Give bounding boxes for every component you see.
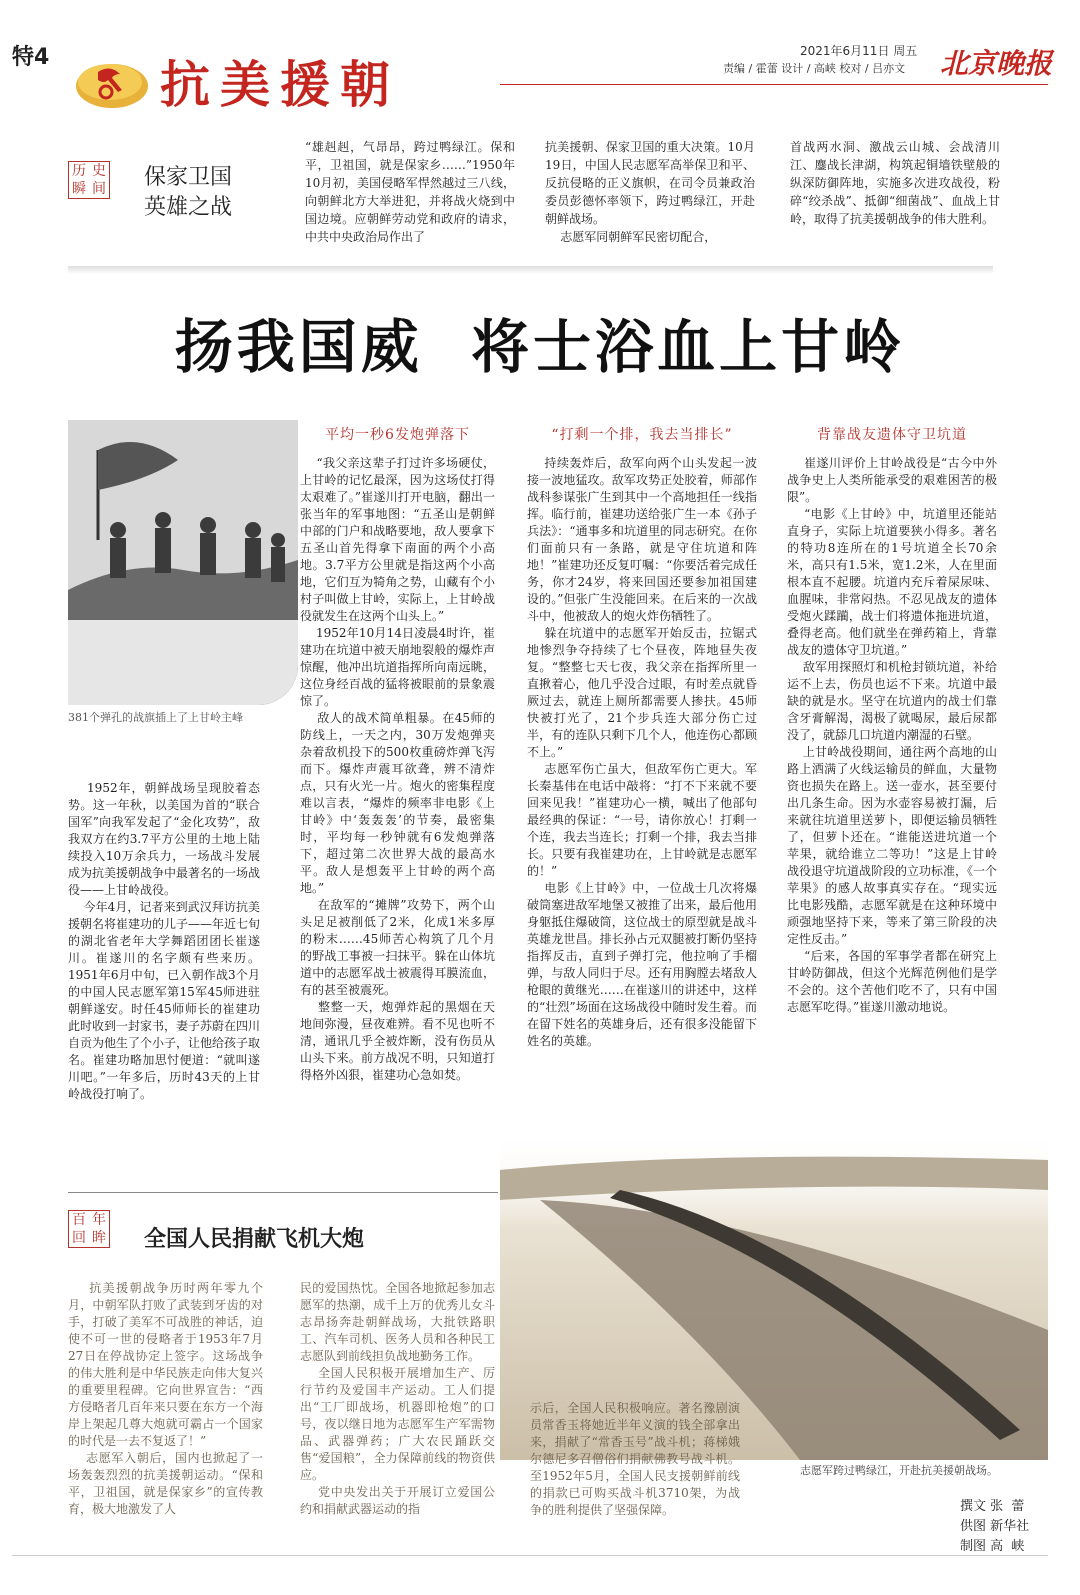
header-rule: [500, 84, 1048, 85]
history-moment-tag: 历 史 瞬 间: [68, 161, 110, 199]
emblem-icon: [70, 52, 150, 112]
section1-text: “我父亲这辈子打过许多场硬仗，上甘岭的记忆最深，因为这场仗打得太艰难了。”崔遂川打开电脑，翻出一张当年的军事地图：“五圣山是朝鲜中部的门户和战略要地，敌人要拿下五圣山首先得拿下南面的两个小高地。3.7平方公里就是指这两个小高地，它们互为犄角之势，山藏有个小村子叫做上甘岭，实际上，上甘岭战役就发生在这两个山头上。” 1952年10月14日凌晨4时许，崔建功在坑道中被天崩地裂般的爆炸声惊醒，他冲出坑道指挥所向南远眺，这位身经百战的猛将被眼前的景象震惊了。 敌人的战术简单粗暴。在45师的防线上，一天之内，30万发炮弹夹杂着敌机投下的500枚重磅炸弹飞泻而下。爆炸声震耳欲聋，辨不清炸点，只有火光一片。炮火的密集程度难以言表，“爆炸的频率非电影《上甘岭》中‘轰轰轰’的节奏，最密集时，平均每一秒钟就有6发炮弹落下，超过第二次世界大战的最高水平。敌人是想轰平上甘岭的两个高地。” 在敌军的“摊牌”攻势下，两个山头足足被削低了2米，化成1米多厚的粉末……45师苦心构筑了几个月的野战工事被一扫抹平。躲在山体坑道中的志愿军战士被震得耳膜流血，有的甚至被震死。 整整一天，炮弹炸起的黑烟在天地间弥漫，昼夜难辨。看不见也听不清，通讯几乎全被炸断，没有伤员从山头下来。前方战况不明，只知道打得格外凶狠，崔建功心急如焚。: [300, 456, 496, 1082]
section1-subtitle: 平均一秒6发炮弹落下: [325, 427, 470, 443]
century-review-tag: 百 年 回 眸: [68, 1210, 110, 1248]
bottom-column-3: 示后，全国人民积极响应。著名豫剧演员常香玉将她近半年义演的钱全部拿出来，捐献了“常香玉号”战斗机；蒋梯娥尔德尼多召僧俗们捐献佛教号战斗机。至1952年5月，全国人民支援朝鲜前线的捐款已可购买战斗机3710架，为战争的胜利提供了坚强保障。: [530, 1401, 740, 1517]
battle-flag-photo: [68, 420, 298, 705]
intro-column-1: “雄赳赳，气昂昂，跨过鸭绿江。保和平，卫祖国，就是保家乡……”1950年10月初，美国侵略军悍然越过三八线，向朝鲜北方大举进犯，并将战火烧到中国边境。应朝鲜劳动党和政府的请求，中共中央政治局作出了: [305, 140, 515, 244]
bottom-divider: [68, 1192, 498, 1193]
section2-subtitle: “打剩一个排，我去当排长”: [551, 427, 733, 443]
intro-title-line1: 保家卫国: [144, 165, 233, 190]
section-title: 抗美援朝: [160, 56, 400, 114]
main-headline: 扬我国威 将士浴血上甘岭: [174, 313, 906, 381]
byline-graphics: 制图 高 峡: [960, 1539, 1025, 1554]
column-left-text: 1952年，朝鲜战场呈现胶着态势。这一年秋，以美国为首的“联合国军”向我军发起了“金化攻势”，敌我双方在约3.7平方公里的土地上陆续投入10万余兵力，一场战斗发展成为抗美援朝战争中最著名的一场战役——上甘岭战役。 今年4月，记者来到武汉拜访抗美援朝名将崔建功的儿子——年近七旬的湖北省老年大学舞蹈团团长崔遂川。崔遂川的名字颇有些来历。1951年6月中旬，已入朝作战3个月的中国人民志愿军第15军45师进驻朝鲜遂安。时任45师师长的崔建功此时收到一封家书，妻子苏蔚在四川自贡为他生了个小子，让他给孩子取名。崔建功略加思忖便道：“就叫遂川吧。”一年多后，历时43天的上甘岭战役打响了。: [68, 781, 261, 1101]
issue-date: 2021年6月11日 周五: [800, 44, 918, 58]
intro-column-3: 首战两水洞、激战云山城、会战清川江、鏖战长津湖，构筑起铜墙铁壁般的纵深防御阵地，实施多次进攻战役，粉碎“绞杀战”、抵御“细菌战”、血战上甘岭，取得了抗美援朝战争的伟大胜利。: [790, 140, 1000, 226]
intro-divider: [68, 266, 993, 274]
photo1-caption: 381个弹孔的战旗插上了上甘岭主峰: [68, 711, 243, 724]
page-number: 特4: [12, 45, 50, 70]
intro-title-line2: 英雄之战: [144, 195, 233, 220]
bottom-title: 全国人民捐献飞机大炮: [144, 1227, 365, 1252]
section2-text: 持续轰炸后，敌军向两个山头发起一波接一波地猛攻。敌军攻势正处胶着，师部作战科参谋张广生到其中一个高地担任一线指挥。临行前，崔建功送给张广生一本《孙子兵法》：“通事多和坑道里的同志研究。在你们面前只有一条路，就是守住坑道和阵地！”崔建功还反复叮嘱：“你要活着完成任务，你才24岁，将来回国还要参加祖国建设的。”但张广生没能回来。在后来的一次战斗中，他被敌人的炮火炸伤牺牲了。 躲在坑道中的志愿军开始反击，拉锯式地惨烈争夺持续了七个昼夜，阵地昼失夜复。“整整七天七夜，我父亲在指挥所里一直揪着心，他几乎没合过眼，有时差点就昏厥过去，就连上厕所都需要人掺扶。45师快被打光了，21个步兵连大部分伤亡过半，有的连队只剩下几个人，他连伤心都顾不上。” 志愿军伤亡虽大，但敌军伤亡更大。军长秦基伟在电话中敲将：“打不下来就不要回来见我！”崔建功心一横，喊出了他部句最经典的保证：“一号，请你放心！打剩一个连，我去当连长；打剩一个排，我去当排长。只要有我崔建功在，上甘岭就是志愿军的！” 电影《上甘岭》中，一位战士几次将爆破筒塞进敌军地堡又被推了出来，最后他用身躯抵住爆破筒，这位战士的原型就是战斗英雄龙世昌。排长孙占元双腿被打断仍坚持指挥反击，直到子弹打完，他拉响了手榴弹，与敌人同归于尽。还有用胸膛去堵敌人枪眼的黄继光……在崔遂川的讲述中，这样的“壮烈”场面在这场战役中随时发生着。而在留下姓名的英雄身后，还有很多没能留下姓名的英雄。: [527, 456, 757, 1048]
section3-subtitle: 背靠战友遗体守卫坑道: [817, 427, 967, 443]
editor-credits: 责编 / 霍蕾 设计 / 高峡 校对 / 吕亦文: [723, 62, 906, 75]
byline-photo: 供图 新华社: [960, 1519, 1030, 1534]
photo2-caption: 志愿军跨过鸭绿江，开赴抗美援朝战场。: [800, 1464, 998, 1477]
byline-writer: 撰文 张 蕾: [960, 1499, 1025, 1514]
bottom-column-1: 抗美援朝战争历时两年零九个月，中朝军队打败了武装到牙齿的对手，打破了美军不可战胜的神话，迫使不可一世的侵略者于1953年7月27日在停战协定上签字。这场战争的伟大胜利是中华民族走向伟大复兴的重要里程碑。它向世界宣告：“西方侵略者几百年来只要在东方一个海岸上架起几尊大炮就可霸占一个国家的时代是一去不复返了！” 志愿军入朝后，国内也掀起了一场轰轰烈烈的抗美援朝运动。“保和平，卫祖国，就是保家乡”的宣传教育，极大地激发了人: [68, 1281, 263, 1516]
bottom-margin-rule: [12, 1555, 1048, 1556]
bottom-column-2: 民的爱国热忱。全国各地掀起参加志愿军的热潮，成千上万的优秀儿女斗志昂扬奔赴朝鲜战场，大批铁路职工、汽车司机、医务人员和各种民工志愿队到前线担负战地勤务工作。 全国人民积极开展增加生产、厉行节约及爱国丰产运动。工人们提出“工厂即战场，机器即枪炮”的口号，夜以继日地为志愿军生产军需物品、武器弹药；广大农民踊跃交售“爱国粮”，全力保障前线的物资供应。 党中央发出关于开展订立爱国公约和捐献武器运动的指: [300, 1281, 495, 1516]
intro-column-2: 抗美援朝、保家卫国的重大决策。10月19日，中国人民志愿军高举保卫和平、反抗侵略的正义旗帜，在司令员兼政治委员彭德怀率领下，跨过鸭绿江，开赴朝鲜战场。 志愿军同朝鲜军民密切配合，: [545, 140, 755, 244]
section3-text: 崔遂川评价上甘岭战役是“古今中外战争史上人类所能承受的艰难困苦的极限”。 “电影《上甘岭》中，坑道里还能站直身子，实际上坑道要狭小得多。著名的特功8连所在的1号坑道全长70余米，高只有1.5米，宽1.2米，人在里面根本直不起腰。坑道内充斥着屎尿味、血腥味，非常闷热。不忍见战友的遗体受炮火蹂躏，战士们将遗体拖进坑道，叠得老高。他们就坐在弹药箱上，背靠战友的遗体守卫坑道。” 敌军用探照灯和机枪封锁坑道，补给运不上去，伤员也运不下来。坑道中最缺的就是水。坚守在坑道内的战士们靠含牙膏解渴，渴极了就喝尿，最后尿都没了，就舔几口坑道内潮湿的石壁。 上甘岭战役期间，通往两个高地的山路上洒满了火线运输员的鲜血，大量物资也损失在路上。送一壶水，甚至要付出几条生命。因为水壶容易被打漏，后来就往坑道里送萝卜，即便运输员牺牲了，但萝卜还在。“谁能送进坑道一个苹果，就给谁立二等功！”这是上甘岭战役退守坑道战阶段的立功标准，《一个苹果》的感人故事真实存在。“现实远比电影残酷，志愿军就是在这种环境中顽强地坚持下来，等来了第三阶段的决定性反击。” “后来，各国的军事学者都在研究上甘岭防御战，但这个光辉范例他们是学不会的。这个苦他们吃不了，只有中国志愿军吃得。”崔遂川激动地说。: [787, 456, 998, 1014]
paper-logo: 北京晚报: [940, 47, 1053, 80]
